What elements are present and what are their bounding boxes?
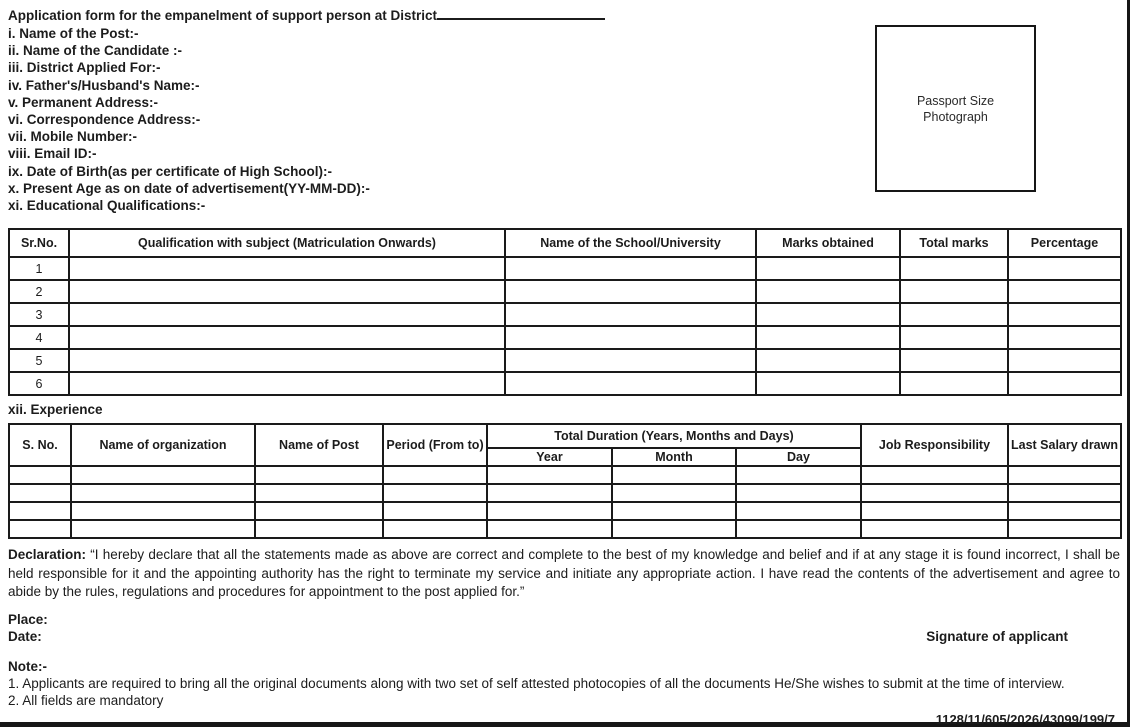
table-cell	[69, 257, 505, 280]
table-cell	[69, 372, 505, 395]
form-field-post: i. Name of the Post:-	[8, 26, 139, 41]
experience-table	[8, 423, 1122, 539]
table-row	[9, 257, 1121, 280]
table-cell	[736, 502, 861, 520]
table-cell	[255, 502, 383, 520]
note-item: 1. Applicants are required to bring all the original documents along with two set of self attested photocopies of all the documents He/She wishes to submit at the time of interview.	[8, 675, 1065, 691]
table-cell	[71, 520, 255, 538]
table-cell	[1008, 257, 1121, 280]
table-cell	[736, 466, 861, 484]
table-cell	[383, 520, 487, 538]
passport-photo-label: Passport Size Photograph	[916, 93, 995, 124]
table-cell	[383, 466, 487, 484]
exp-header-job: Job Responsibility	[861, 424, 1008, 466]
table-cell	[756, 257, 900, 280]
table-cell	[71, 484, 255, 502]
qualification-header-row	[9, 229, 1121, 257]
table-cell	[612, 502, 736, 520]
exp-header-month: Month	[612, 448, 736, 466]
note-heading: Note:-	[8, 658, 47, 674]
table-cell	[1008, 326, 1121, 349]
table-cell	[900, 372, 1008, 395]
exp-header-sno: S. No.	[9, 424, 71, 466]
form-field-district: iii. District Applied For:-	[8, 60, 161, 76]
table-cell	[1008, 520, 1121, 538]
exp-header-duration-group: Total Duration (Years, Months and Days)	[487, 424, 861, 448]
place-label: Place:	[8, 611, 48, 627]
qual-header-school: Name of the School/University	[505, 229, 756, 257]
table-cell	[505, 326, 756, 349]
table-cell	[756, 349, 900, 372]
table-cell	[1008, 280, 1121, 303]
passport-photo-box	[875, 25, 1036, 192]
table-cell	[71, 502, 255, 520]
table-cell	[69, 280, 505, 303]
form-field-father-husband: iv. Father's/Husband's Name:-	[8, 77, 200, 93]
table-row	[9, 502, 1121, 520]
date-label: Date:	[8, 629, 42, 645]
declaration-text: “I hereby declare that all the statements made as above are correct and complete to the best of my knowledge and belief and if at any stage it is found incorrect, I shall be held responsible for it and the appointing authority has the right to terminate my service and initiate any appropriate action. I have read the contents of the advertisement and agree to abide by the rules, regulations and procedures for appointment to the post applied for.”	[8, 547, 1120, 600]
signature-label: Signature of applicant	[926, 629, 1068, 645]
table-cell	[1008, 484, 1121, 502]
table-cell	[736, 520, 861, 538]
declaration-label: Declaration:	[8, 547, 87, 563]
table-cell	[612, 466, 736, 484]
exp-header-post: Name of Post	[255, 424, 383, 466]
table-cell	[9, 466, 71, 484]
table-row	[9, 280, 1121, 303]
declaration-paragraph	[8, 546, 1120, 602]
sr-no-cell: 5	[9, 349, 69, 372]
table-cell	[861, 502, 1008, 520]
table-row	[9, 484, 1121, 502]
table-row	[9, 520, 1121, 538]
table-row	[9, 349, 1121, 372]
table-cell	[861, 484, 1008, 502]
table-cell	[612, 484, 736, 502]
page-title	[8, 7, 1117, 24]
table-row	[9, 372, 1121, 395]
form-field-correspondence-address: vi. Correspondence Address:-	[8, 112, 201, 128]
form-field-mobile: vii. Mobile Number:-	[8, 129, 138, 145]
qual-header-total-marks: Total marks	[900, 229, 1008, 257]
table-cell	[1008, 502, 1121, 520]
table-cell	[900, 326, 1008, 349]
table-cell	[756, 303, 900, 326]
table-cell	[1008, 303, 1121, 326]
form-field-dob: ix. Date of Birth(as per certificate of High School):-	[8, 163, 333, 179]
table-cell	[9, 484, 71, 502]
table-cell	[69, 326, 505, 349]
table-row	[9, 466, 1121, 484]
table-cell	[505, 257, 756, 280]
qual-header-qualification: Qualification with subject (Matriculation Onwards)	[69, 229, 505, 257]
form-field-permanent-address: v. Permanent Address:-	[8, 94, 159, 110]
experience-header-row-1	[9, 424, 1121, 448]
table-row	[9, 303, 1121, 326]
table-cell	[383, 502, 487, 520]
table-cell	[255, 466, 383, 484]
date-row	[8, 628, 1068, 646]
sr-no-cell: 1	[9, 257, 69, 280]
table-cell	[383, 484, 487, 502]
table-row	[9, 326, 1121, 349]
sr-no-cell: 3	[9, 303, 69, 326]
sr-no-cell: 2	[9, 280, 69, 303]
table-cell	[71, 466, 255, 484]
sr-no-cell: 6	[9, 372, 69, 395]
exp-header-period: Period (From to)	[383, 424, 487, 466]
form-field-candidate: ii. Name of the Candidate :-	[8, 43, 183, 59]
place-date-block	[8, 611, 1117, 646]
table-cell	[505, 303, 756, 326]
table-cell	[255, 484, 383, 502]
qual-header-percentage: Percentage	[1008, 229, 1121, 257]
note-item: 2. All fields are mandatory	[8, 692, 164, 708]
exp-header-organization: Name of organization	[71, 424, 255, 466]
table-cell	[487, 484, 612, 502]
sr-no-cell: 4	[9, 326, 69, 349]
table-cell	[487, 466, 612, 484]
qual-header-marks-obtained: Marks obtained	[756, 229, 900, 257]
table-cell	[9, 520, 71, 538]
title-blank-line	[437, 7, 605, 20]
table-cell	[756, 280, 900, 303]
experience-section-label: xii. Experience	[8, 402, 103, 418]
form-field-qualifications: xi. Educational Qualifications:-	[8, 198, 206, 214]
table-cell	[861, 466, 1008, 484]
table-cell	[900, 349, 1008, 372]
table-cell	[69, 303, 505, 326]
exp-header-salary: Last Salary drawn	[1008, 424, 1121, 466]
table-cell	[1008, 349, 1121, 372]
table-cell	[1008, 466, 1121, 484]
qualification-table	[8, 228, 1122, 396]
table-cell	[900, 257, 1008, 280]
table-cell	[505, 280, 756, 303]
exp-header-year: Year	[487, 448, 612, 466]
table-cell	[1008, 372, 1121, 395]
form-field-email: viii. Email ID:-	[8, 146, 97, 162]
table-cell	[900, 280, 1008, 303]
note-section	[8, 658, 1117, 709]
table-cell	[505, 349, 756, 372]
qual-header-srno: Sr.No.	[9, 229, 69, 257]
table-cell	[487, 502, 612, 520]
table-cell	[756, 326, 900, 349]
table-cell	[69, 349, 505, 372]
table-cell	[900, 303, 1008, 326]
table-cell	[756, 372, 900, 395]
table-cell	[9, 502, 71, 520]
table-cell	[612, 520, 736, 538]
table-cell	[505, 372, 756, 395]
reference-number: 1128/11/605/2026/43099/199/7	[935, 712, 1115, 727]
table-cell	[861, 520, 1008, 538]
page-title-text: Application form for the empanelment of support person at District	[8, 8, 438, 23]
exp-header-day: Day	[736, 448, 861, 466]
table-cell	[487, 520, 612, 538]
form-field-age: x. Present Age as on date of advertisement(YY-MM-DD):-	[8, 180, 370, 196]
table-cell	[736, 484, 861, 502]
table-cell	[255, 520, 383, 538]
